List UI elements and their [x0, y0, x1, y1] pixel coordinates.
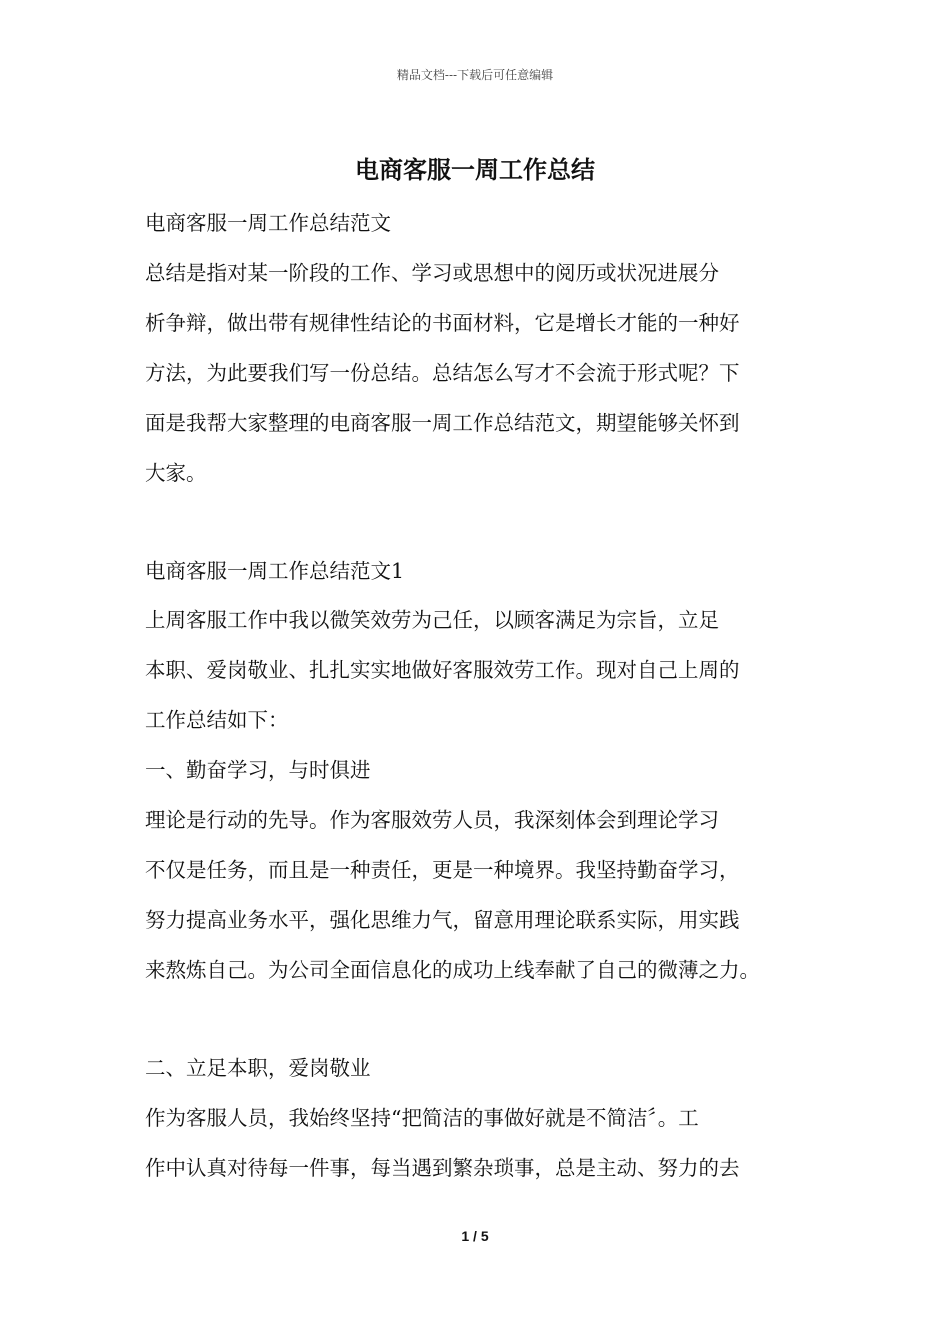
- paragraph-line: 作为客服人员，我始终坚持“把简洁的事做好就是不简洁〞。工: [145, 1106, 699, 1130]
- paragraph-line: 不仅是任务，而且是一种责任，更是一种境界。我坚持勤奋学习，: [145, 858, 740, 882]
- paragraph-line: 析争辩，做出带有规律性结论的书面材料，它是增长才能的一种好: [145, 311, 740, 335]
- page-number: 1 / 5: [461, 1228, 489, 1244]
- paragraph-line: 来熬炼自己。为公司全面信息化的成功上线奉献了自己的微薄之力。: [145, 958, 760, 982]
- paragraph-line: 努力提高业务水平，强化思维力气，留意用理论联系实际，用实践: [145, 908, 740, 932]
- paragraph-line: 作中认真对待每一件事，每当遇到繁杂琐事，总是主动、努力的去: [145, 1156, 740, 1180]
- paragraph-line: 上周客服工作中我以微笑效劳为己任，以顾客满足为宗旨，立足: [145, 608, 719, 632]
- paragraph-line: 大家。: [145, 461, 207, 485]
- subtitle-line: 电商客服一周工作总结范文: [145, 211, 391, 235]
- paragraph-line: 工作总结如下：: [145, 708, 289, 732]
- document-title: 电商客服一周工作总结: [355, 155, 595, 184]
- section-heading: 一、勤奋学习，与时俱进: [145, 758, 371, 782]
- paragraph-line: 理论是行动的先导。作为客服效劳人员，我深刻体会到理论学习: [145, 808, 719, 832]
- paragraph-line: 面是我帮大家整理的电商客服一周工作总结范文，期望能够关怀到: [145, 411, 740, 435]
- paragraph-line: 方法，为此要我们写一份总结。总结怎么写才不会流于形式呢？下: [145, 361, 740, 385]
- section-heading: 电商客服一周工作总结范文1: [145, 559, 405, 583]
- section-heading: 二、立足本职，爱岗敬业: [145, 1056, 371, 1080]
- page-header: 精品文档---下载后可任意编辑: [396, 68, 554, 82]
- paragraph-line: 总结是指对某一阶段的工作、学习或思想中的阅历或状况进展分: [145, 261, 719, 285]
- paragraph-line: 本职、爱岗敬业、扎扎实实地做好客服效劳工作。现对自己上周的: [145, 658, 740, 682]
